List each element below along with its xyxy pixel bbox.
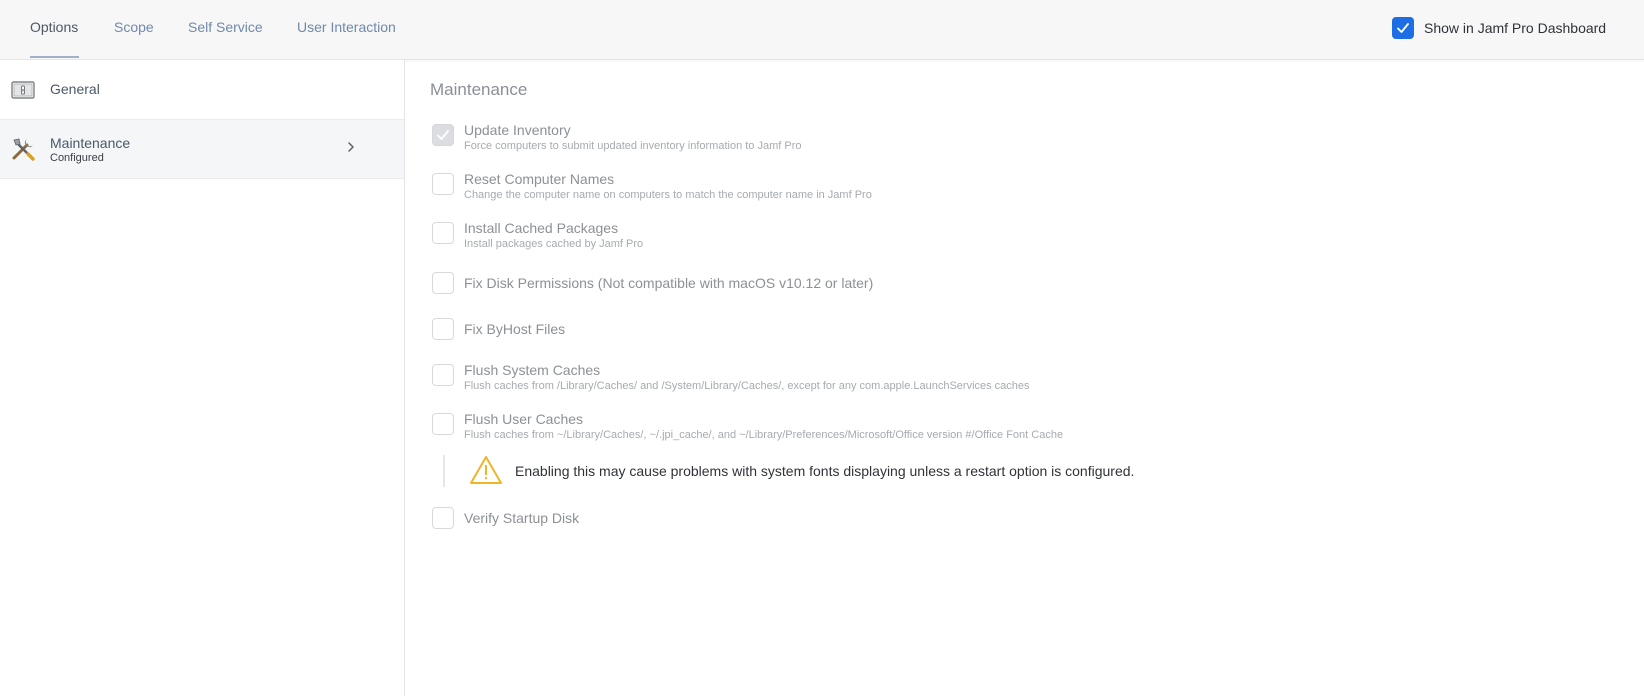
- option-title: Reset Computer Names: [464, 171, 615, 187]
- option-description: Change the computer name on computers to match the computer name in Jamf Pro: [464, 189, 872, 201]
- fix-byhost-files-checkbox[interactable]: [432, 318, 454, 340]
- option-title: Verify Startup Disk: [464, 510, 580, 526]
- chevron-right-icon: [346, 140, 356, 158]
- top-tab-bar: [0, 0, 1644, 60]
- tools-icon: [10, 136, 36, 162]
- flush-system-caches-checkbox[interactable]: [432, 364, 454, 386]
- tab-user-interaction[interactable]: User Interaction: [297, 19, 396, 35]
- sidebar-item-general[interactable]: [0, 60, 404, 120]
- sidebar: [0, 60, 405, 696]
- option-title: Flush User Caches: [464, 411, 584, 427]
- verify-startup-disk-checkbox[interactable]: [432, 507, 454, 529]
- dashboard-checkbox[interactable]: [1392, 17, 1414, 39]
- sidebar-item-label: Maintenance: [50, 135, 131, 151]
- dashboard-toggle[interactable]: [1392, 16, 1606, 40]
- option-description: Force computers to submit updated inventory information to Jamf Pro: [464, 140, 802, 152]
- dashboard-label: Show in Jamf Pro Dashboard: [1424, 20, 1607, 36]
- fix-disk-permissions-checkbox[interactable]: [432, 272, 454, 294]
- section-title: Maintenance: [430, 80, 528, 99]
- option-title: Fix Disk Permissions (Not compatible with macOS v10.12 or later): [464, 275, 874, 291]
- option-title: Update Inventory: [464, 122, 571, 138]
- warning-icon: [469, 455, 503, 490]
- tab-options[interactable]: Options: [30, 19, 79, 35]
- sidebar-item-maintenance[interactable]: [0, 120, 404, 179]
- install-cached-packages-checkbox[interactable]: [432, 222, 454, 244]
- tab-self-service[interactable]: Self Service: [188, 19, 263, 35]
- option-description: Flush caches from /Library/Caches/ and /System/Library/Caches/, except for any com.apple.LaunchServices caches: [464, 380, 1030, 392]
- option-title: Flush System Caches: [464, 362, 601, 378]
- update-inventory-checkbox[interactable]: [432, 124, 454, 146]
- option-title: Install Cached Packages: [464, 220, 619, 236]
- reset-computer-names-checkbox[interactable]: [432, 173, 454, 195]
- option-description: Install packages cached by Jamf Pro: [464, 238, 644, 250]
- tab-scope[interactable]: Scope: [114, 19, 154, 35]
- checkmark-icon: [1396, 21, 1410, 35]
- sidebar-item-label: General: [50, 81, 100, 97]
- option-description: Flush caches from ~/Library/Caches/, ~/.jpi_cache/, and ~/Library/Preferences/Microsoft/Office version #/Office Font Cache: [464, 429, 1064, 441]
- warning-message: [443, 455, 1145, 487]
- checkmark-icon: [436, 128, 450, 142]
- option-title: Fix ByHost Files: [464, 321, 566, 337]
- warning-text: Enabling this may cause problems with system fonts displaying unless a restart option is configured.: [515, 463, 1135, 479]
- flush-user-caches-checkbox[interactable]: [432, 413, 454, 435]
- active-tab-indicator: [30, 56, 79, 58]
- general-icon: [10, 77, 36, 103]
- sidebar-item-status: Configured: [50, 152, 104, 164]
